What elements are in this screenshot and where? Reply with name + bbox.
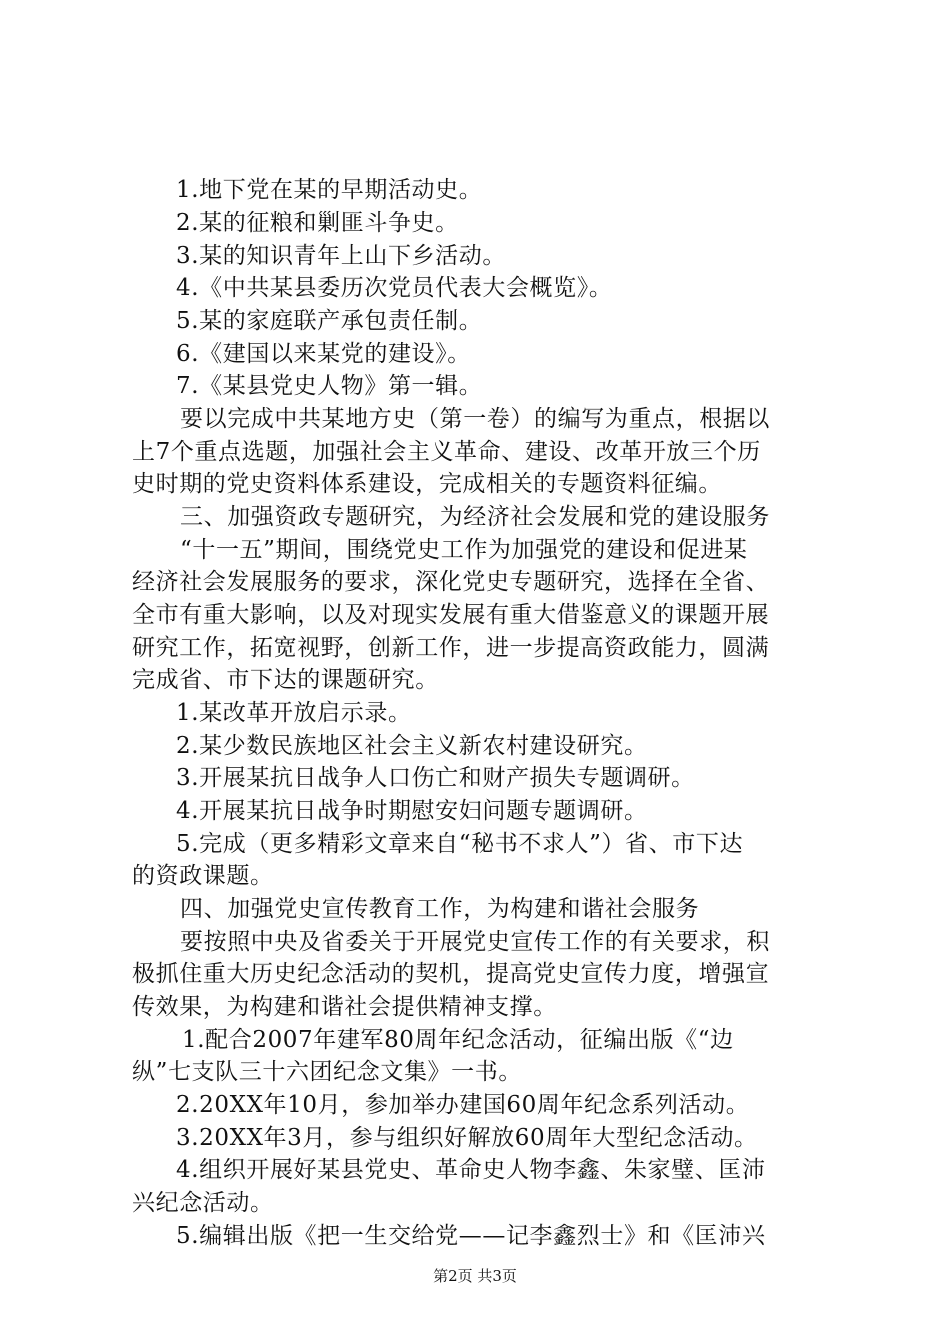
- text-line: 要以完成中共某地方史（第一卷）的编写为重点，根据以: [180, 406, 770, 432]
- text-line: 2.某少数民族地区社会主义新农村建设研究。: [176, 733, 648, 759]
- section-heading: 三、加强资政专题研究，为经济社会发展和党的建设服务: [180, 504, 770, 530]
- text-line: 7.《某县党史人物》第一辑。: [176, 373, 483, 399]
- text-line: 6.《建国以来某党的建设》。: [176, 341, 471, 367]
- section-heading: 四、加强党史宣传教育工作，为构建和谐社会服务: [180, 896, 700, 922]
- text-line: 要按照中央及省委关于开展党史宣传工作的有关要求，积: [180, 929, 770, 955]
- text-line: 2.20XX年10月，参加举办建国60周年纪念系列活动。: [176, 1092, 750, 1118]
- text-line: 兴纪念活动。: [132, 1190, 274, 1216]
- page-number: 第2页 共3页: [433, 1267, 517, 1285]
- text-line: 研究工作，拓宽视野，创新工作，进一步提高资政能力，圆满: [132, 635, 770, 661]
- text-line: 极抓住重大历史纪念活动的契机，提高党史宣传力度，增强宣: [132, 961, 770, 987]
- text-line: 5.编辑出版《把一生交给党——记李鑫烈士》和《匡沛兴: [176, 1223, 766, 1249]
- text-line: 4.开展某抗日战争时期慰安妇问题专题调研。: [176, 798, 648, 824]
- text-line: 传效果，为构建和谐社会提供精神支撑。: [132, 994, 557, 1020]
- text-line: 1.某改革开放启示录。: [176, 700, 412, 726]
- text-line: 1.配合2007年建军80周年纪念活动，征编出版《“边: [182, 1027, 734, 1053]
- text-line: 完成省、市下达的课题研究。: [132, 667, 439, 693]
- text-line: 3.某的知识青年上山下乡活动。: [176, 243, 506, 269]
- text-line: 经济社会发展服务的要求，深化党史专题研究，选择在全省、: [132, 569, 770, 595]
- text-line: 3.开展某抗日战争人口伤亡和财产损失专题调研。: [176, 765, 695, 791]
- text-line: 1.地下党在某的早期活动史。: [176, 177, 483, 203]
- text-line: 4.组织开展好某县党史、革命史人物李鑫、朱家璧、匡沛: [176, 1157, 766, 1183]
- text-line: 3.20XX年3月，参与组织好解放60周年大型纪念活动。: [176, 1125, 758, 1151]
- text-line: 全市有重大影响，以及对现实发展有重大借鉴意义的课题开展: [132, 602, 770, 628]
- text-line: 上7个重点选题，加强社会主义革命、建设、改革开放三个历: [132, 439, 761, 465]
- text-line: 2.某的征粮和剿匪斗争史。: [176, 210, 459, 236]
- text-line: 4.《中共某县委历次党员代表大会概览》。: [176, 275, 613, 301]
- text-line: “十一五”期间，围绕党史工作为加强党的建设和促进某: [180, 537, 748, 563]
- text-line: 纵”七支队三十六团纪念文集》一书。: [132, 1059, 522, 1085]
- text-line: 的资政课题。: [132, 863, 274, 889]
- text-line: 史时期的党史资料体系建设，完成相关的专题资料征编。: [132, 471, 722, 497]
- text-line: 5.完成（更多精彩文章来自“秘书不求人”）省、市下达: [176, 831, 744, 857]
- text-line: 5.某的家庭联产承包责任制。: [176, 308, 483, 334]
